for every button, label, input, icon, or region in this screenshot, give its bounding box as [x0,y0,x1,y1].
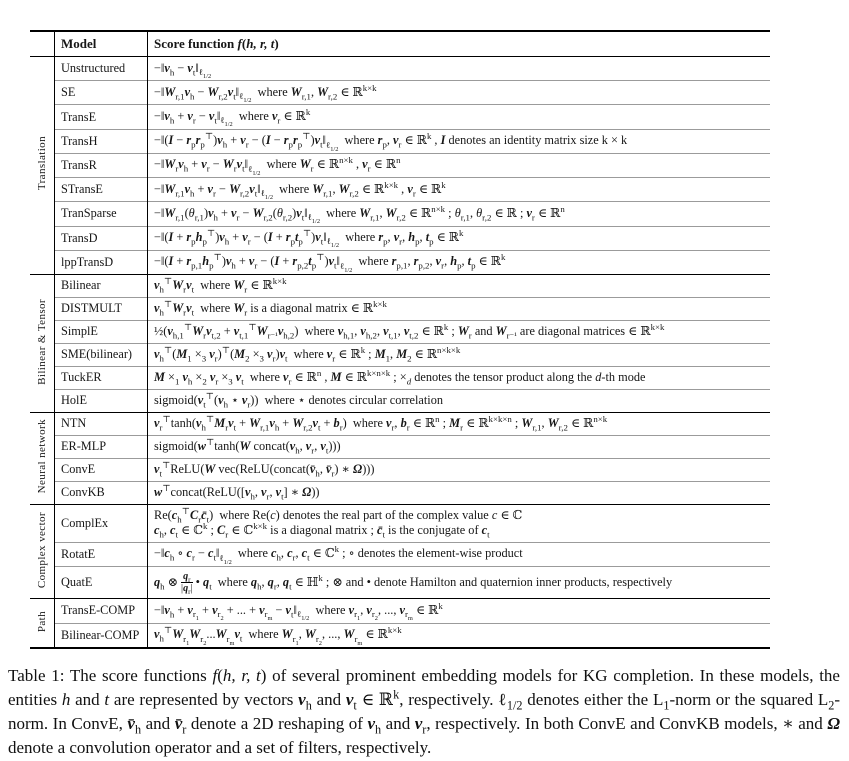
group-label-neural-network: Neural network [36,419,48,494]
group-label-path: Path [36,610,48,632]
score-function: $v_h^⊤W_rv_t$ where $W_r$ ∈ ℝ$^{k\times k}$ [148,274,771,297]
score-function: $v_r^⊤\tanh(v_h^⊤M_rv_t + W_{r,1}v_h + W_{r,2}v_t + b_r)$ where $v_r$, $b_r$ ∈ ℝ$^n$ ; $M_r$ ∈ ℝ$^{k\times k\times n}$ ; $W_{r,1}$, $W_{r,2}$ ∈ ℝ$^{n\times k}$ [148,412,771,435]
score-function: $-‖W_{r,1}v_h$ − $W_{r,2}v_t‖_{\ell_{1/2}}$ where $W_{r,1}$, $W_{r,2}$ ∈ ℝ$^{k\times k}$ [148,81,771,105]
table-row-convkb [30,481,770,504]
score-function: −‖(I − $r_pr_p^⊤)v_h + v_r - (I$ − $r_pr_p^⊤)v_t‖_{\ell_{1/2}}$ where $r_p$, $v_r$ ∈ ℝ$^k$ , I denotes an identity matrix size k × k [148,129,771,153]
score-function: $q_h$ ⊗ $\frac{q_r}{|q_r|}$ • $q_t$ where $q_h$, $q_r$, $q_t$ ∈ ℍ$^k$ ; ⊗ and • denote Hamilton and quaternion inner products, respectively [148,567,771,599]
model-name: HolE [55,389,148,412]
model-name: Bilinear [55,274,148,297]
score-function: $\frac{1}{2}(v_{h,1}^⊤W_rv_{t,2} + v_{t,1}^⊤W_{r^{-1}}v_{h,2})$ where $v_{h,1}$, $v_{h,2}$, $v_{t,1}$, $v_{t,2}$ ∈ ℝ$^k$ ; $W_r$ and $W_{r^{-1}}$ are diagonal matrices ∈ ℝ$^{k\times k}$ [148,320,771,343]
group-label-complex-vector: Complex vector [36,511,48,588]
score-function: $M \times_1$ $v_h \times_2$ $v_r \times_3$ $v_t$ where $v_r$ ∈ ℝ$^n$ , M ∈ ℝ$^{k\times n\times k}$ ; $\times_d$ denotes the tensor product along the d-th mode [148,366,771,389]
group-cell-complex-vector [30,504,55,598]
score-function: $-‖v_h$ − $v_t‖_{\ell_{1/2}}$ [148,57,771,81]
score-function: $-‖c_h$ ∘ $c_r$ − $c_t‖_{\ell_{1/2}}$ where $c_h$, $c_r$, $c_t$ ∈ ℂ$^k$ ; ∘ denotes the element-wise product [148,542,771,566]
table-row-transh [30,129,770,153]
model-name: SME(bilinear) [55,343,148,366]
group-cell-bilinear-tensor [30,274,55,412]
score-function: $v_h^⊤(M_1 \times_3$ $v_r)^⊤(M_2 \times_3$ $v_r)v_t$ where $v_r$ ∈ ℝ$^k$ ; $M_1$, $M_2$ ∈ ℝ$^{n\times k\times k}$ [148,343,771,366]
group-label-translation: Translation [36,136,48,191]
group-column-header [30,31,55,57]
score-column-header: Score function f(h, r, t) [148,31,771,57]
table-row-hole [30,389,770,412]
table-row-quate [30,567,770,599]
table-header [30,31,770,57]
table-row-stranse [30,178,770,202]
table-row-bilinear-comp [30,623,770,648]
score-function: $v_h^⊤W_rv_t$ where $W_r$ is a diagonal matrix ∈ ℝ$^{k\times k}$ [148,297,771,320]
table-row-sme-bilinear [30,343,770,366]
model-name: TuckER [55,366,148,389]
model-name: TransH [55,129,148,153]
model-name: DISTMULT [55,297,148,320]
table-body [30,57,770,648]
score-function: $-‖W_{r,1}v_h + v_r$ − $W_{r,2}v_t‖_{\ell_{1/2}}$ where $W_{r,1}$, $W_{r,2}$ ∈ ℝ$^{k\times k}$ , $v_r$ ∈ ℝ$^k$ [148,178,771,202]
model-name: TranSparse [55,202,148,226]
table-row-simple [30,320,770,343]
table-row-se [30,81,770,105]
score-function: $v_t^⊤ReLU(W$ $vec(ReLU(concat(v̄_h$, $v̄_r$) ∗ Ω))) [148,458,771,481]
table-row-tucker [30,366,770,389]
score-function: $w^⊤concat(ReLU([v_h$, $v_r$, $v_t$] ∗ Ω)) [148,481,771,504]
score-function: $sigmoid(v_t^⊤(v_h$ ⋆ $v_r$)) where ⋆ denotes circular correlation [148,389,771,412]
model-name: ER-MLP [55,435,148,458]
model-name: SimplE [55,320,148,343]
table-row-conve [30,458,770,481]
score-function: $-‖W_{r,1}(\theta_{r,1})v_h + v_r$ − $W_{r,2}(\theta_{r,2})v_t‖_{\ell_{1/2}}$ where $W_{r,1}$, $W_{r,2}$ ∈ ℝ$^{n\times k}$ ; $\theta_{r,1}$, $\theta_{r,2}$ ∈ ℝ ; $v_r$ ∈ ℝ$^n$ [148,202,771,226]
table-row-er-mlp [30,435,770,458]
table-row-transd [30,226,770,250]
table-row-transr [30,153,770,177]
table-row-unstructured [30,57,770,81]
group-cell-path [30,599,55,648]
model-name: SE [55,81,148,105]
model-column-header: Model [55,31,148,57]
table-row-ntn [30,412,770,435]
model-name: TransD [55,226,148,250]
model-name: NTN [55,412,148,435]
table-row-transparse [30,202,770,226]
model-name: ConvKB [55,481,148,504]
score-function: −‖(I + $r_ph_p^⊤)v_h + v_r - (I$ + $r_pt_p^⊤)v_t‖_{\ell_{1/2}}$ where $r_p$, $v_r$, $h_p$, $t_p$ ∈ ℝ$^k$ [148,226,771,250]
header-row [30,31,770,57]
group-label-bilinear-tensor: Bilinear & Tensor [36,298,48,385]
group-cell-neural-network [30,412,55,504]
table-row-rotate [30,542,770,566]
model-name: TransE [55,105,148,129]
group-cell-translation [30,57,55,275]
score-function: sigmoid(w⊤tanh(W $concat(v_h$, $v_r$, $v_t$))) [148,435,771,458]
table-row-bilinear [30,274,770,297]
model-name: STransE [55,178,148,202]
model-name: QuatE [55,567,148,599]
score-function: $-‖v_h + v_r$ − $v_t‖_{\ell_{1/2}}$ where $v_r$ ∈ ℝ$^k$ [148,105,771,129]
model-name: TransR [55,153,148,177]
model-name: RotatE [55,542,148,566]
table-row-complex [30,504,770,542]
model-name: ConvE [55,458,148,481]
score-function: −‖(I + $r_{p,1}h_p^⊤)v_h + v_r - (I$ + $r_{p,2}t_p^⊤)v_t‖_{\ell_{1/2}}$ where $r_{p,1}$, $r_{p,2}$, $v_r$, $h_p$, $t_p$ ∈ ℝ$^k$ [148,250,771,274]
score-function: $-‖v_h + v_{r_1} + v_{r_2}$ + ... + $v_{r_m}$ − $v_t‖_{\ell_{1/2}}$ where $v_{r_1}$, $v_{r_2}$, ..., $v_{r_m}$ ∈ ℝ$^k$ [148,599,771,623]
score-function: $-‖W_rv_h + v_r$ − $W_rv_t‖_{\ell_{1/2}}$ where $W_r$ ∈ ℝ$^{n\times k}$ , $v_r$ ∈ ℝ$^n$ [148,153,771,177]
model-name: lppTransD [55,250,148,274]
model-name: Bilinear-COMP [55,623,148,648]
model-name: Unstructured [55,57,148,81]
table-row-lpptransd [30,250,770,274]
score-function: $v_h^⊤W_{r_1}W_{r_2}...W_{r_m}v_t$ where $W_{r_1}$, $W_{r_2}$, ..., $W_{r_m}$ ∈ ℝ$^{k\times k}$ [148,623,771,648]
table-caption: Table 1: The score functions f(h, r, t) of several prominent embedding models for KG completion. In these models, the entities h and t are represented by vectors $v_h$ and $v_t$ ∈ ℝ$^k$, respectively. ℓ$_{1/2}$ denotes either the $L_1$-norm or the squared $L_2$-norm. In ConvE, $v̄_h$ and $v̄_r$ denote a 2D reshaping of $v_h$ and $v_r$, respectively. In both ConvE and ConvKB models, ∗ and Ω denote a convolution operator and a set of filters, respectively. [8,665,841,758]
table-row-transe [30,105,770,129]
score-function: $Re(c_h^⊤C_rc̄_t)$ where Re(c) denotes the real part of the complex value c ∈ ℂ $c_h$, $c_t$ ∈ ℂ$^k$ ; $C_r$ ∈ ℂ$^{k\times k}$ is a diagonal matrix ; $c̄_t$ is the conjugate of $c_t$ [148,504,771,542]
model-name: ComplEx [55,504,148,542]
model-name: TransE-COMP [55,599,148,623]
score-functions-table [30,30,770,649]
table-row-distmult [30,297,770,320]
table-row-transe-comp [30,599,770,623]
